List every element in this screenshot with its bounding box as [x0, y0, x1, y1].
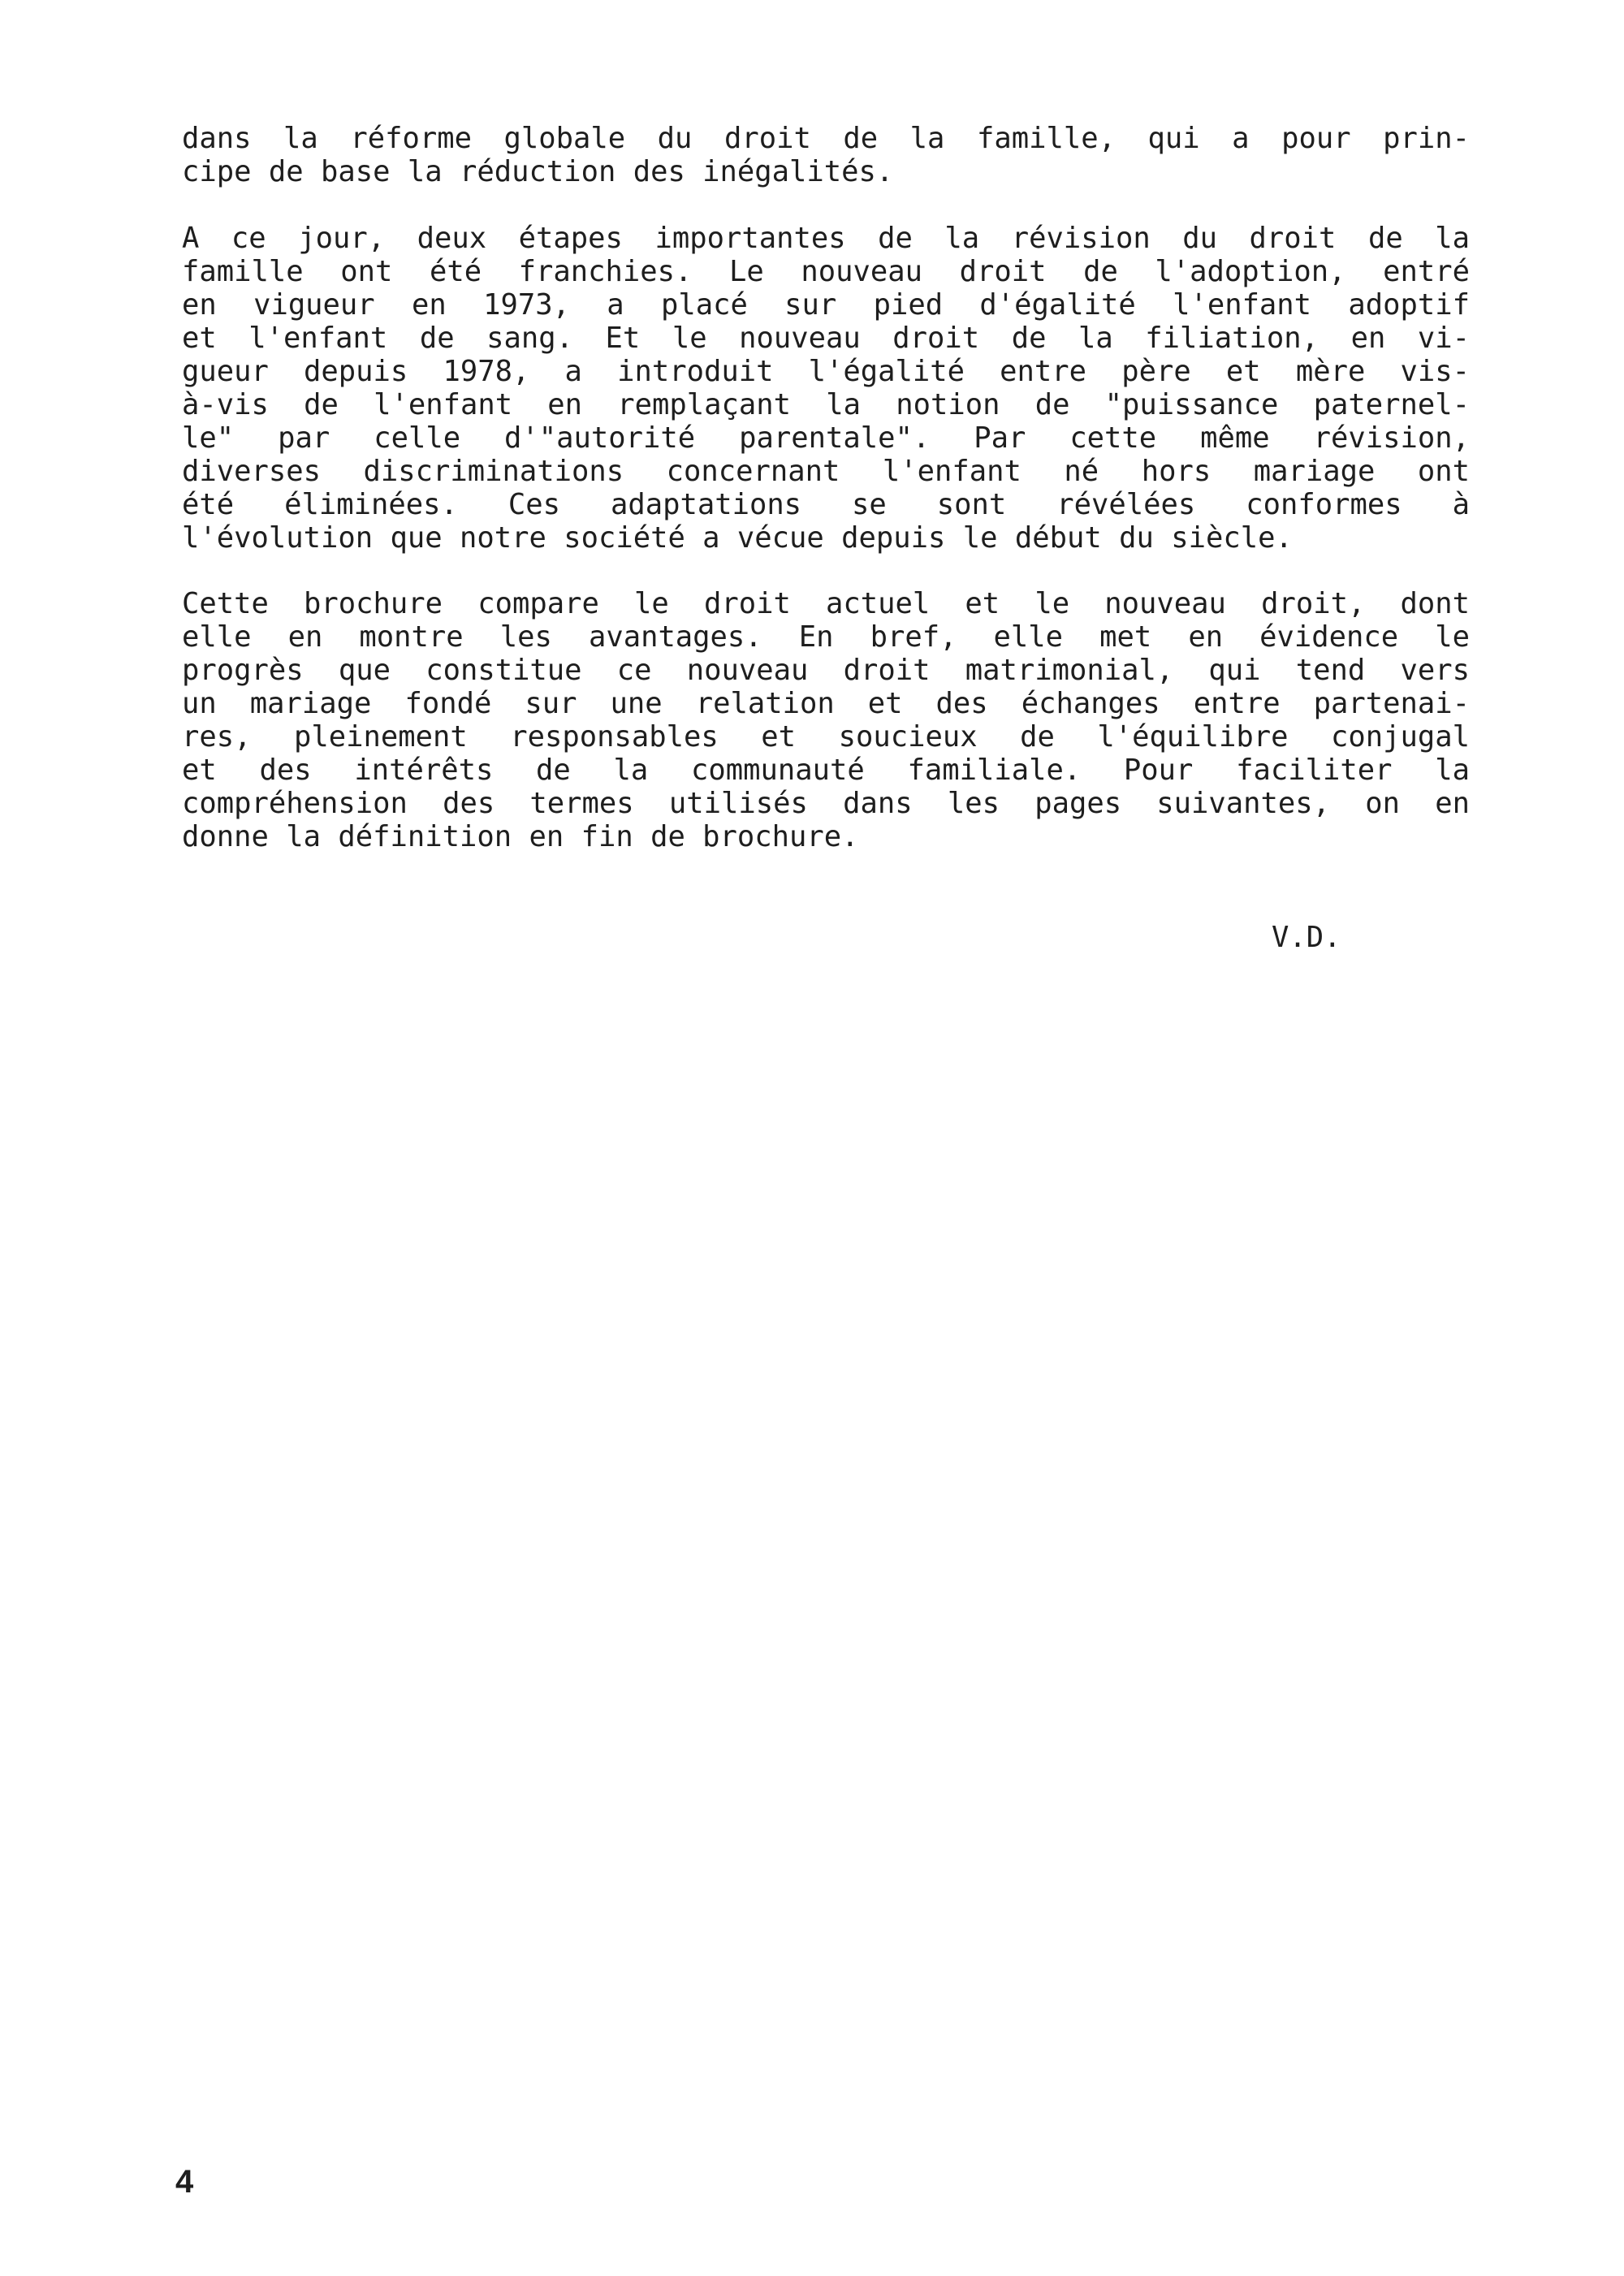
text-line: le" par celle d'"autorité parentale". Par cette même révision, — [182, 421, 1470, 455]
text-line: en vigueur en 1973, a placé sur pied d'égalité l'enfant adoptif — [182, 288, 1470, 322]
text-line: un mariage fondé sur une relation et des échanges entre partenai- — [182, 687, 1470, 720]
text-line: famille ont été franchies. Le nouveau droit de l'adoption, entré — [182, 255, 1470, 288]
text-line: res, pleinement responsables et soucieux de l'équilibre conjugal — [182, 720, 1470, 754]
text-line: A ce jour, deux étapes importantes de la révision du droit de la — [182, 222, 1470, 255]
text-line: et des intérêts de la communauté familiale. Pour faciliter la — [182, 754, 1470, 787]
paragraph-revision-steps — [182, 222, 1470, 555]
paragraph-intro-continuation — [182, 122, 1470, 188]
text-line: dans la réforme globale du droit de la famille, qui a pour prin- — [182, 122, 1470, 155]
text-line: compréhension des termes utilisés dans les pages suivantes, on en — [182, 787, 1470, 820]
text-line: été éliminées. Ces adaptations se sont révélées conformes à — [182, 488, 1470, 521]
text-line: Cette brochure compare le droit actuel et le nouveau droit, dont — [182, 587, 1470, 620]
text-line: gueur depuis 1978, a introduit l'égalité entre père et mère vis- — [182, 355, 1470, 388]
page-number: 4 — [175, 2164, 194, 2200]
text-line: donne la définition en fin de brochure. — [182, 820, 859, 853]
text-line: elle en montre les avantages. En bref, elle met en évidence le — [182, 620, 1470, 654]
text-line: l'évolution que notre société a vécue depuis le début du siècle. — [182, 521, 1293, 555]
author-signature: V.D. — [1272, 921, 1341, 954]
paragraph-brochure-purpose — [182, 587, 1470, 853]
text-line: et l'enfant de sang. Et le nouveau droit de la filiation, en vi- — [182, 322, 1470, 355]
text-line: diverses discriminations concernant l'enfant né hors mariage ont — [182, 455, 1470, 488]
text-line: à-vis de l'enfant en remplaçant la notion de "puissance paternel- — [182, 388, 1470, 421]
text-line: progrès que constitue ce nouveau droit matrimonial, qui tend vers — [182, 654, 1470, 687]
text-line: cipe de base la réduction des inégalités. — [182, 155, 894, 188]
